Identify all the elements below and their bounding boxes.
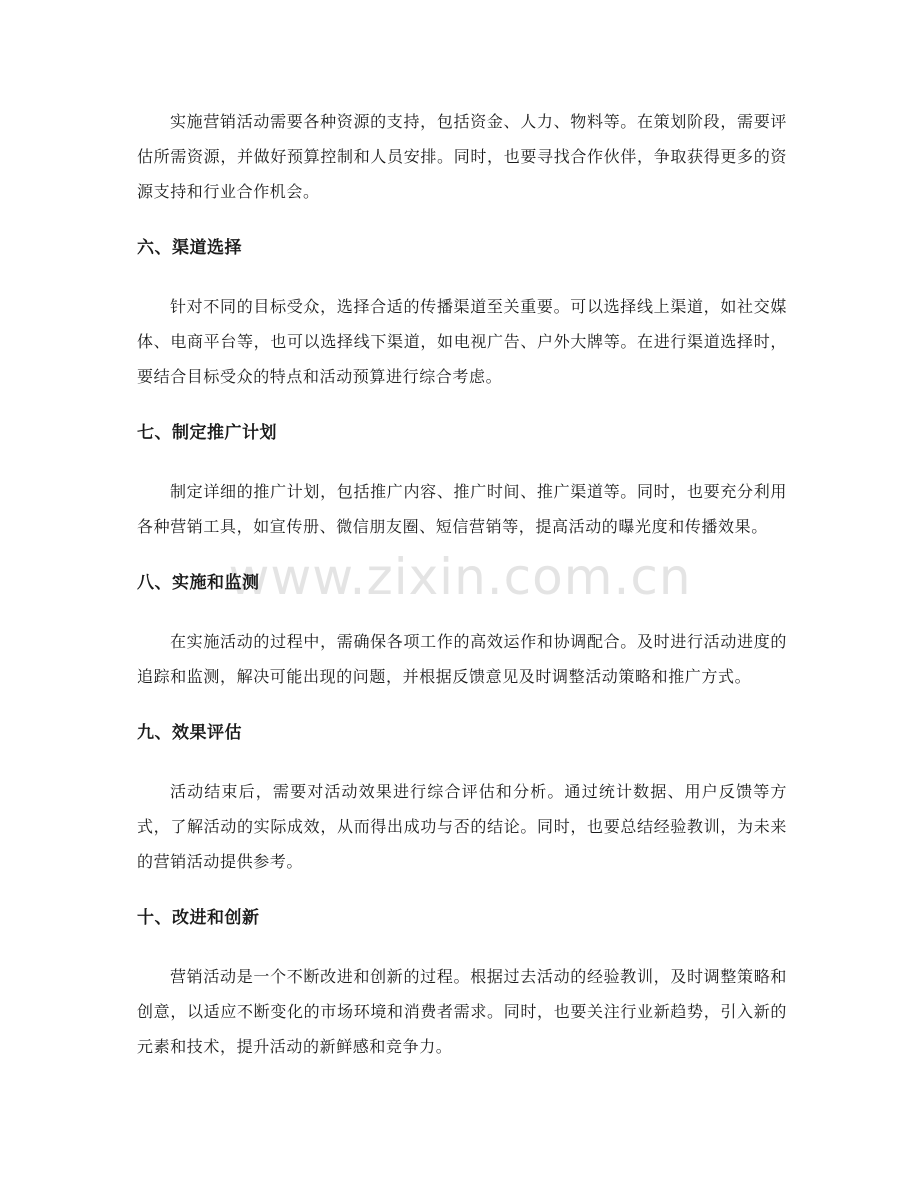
section-paragraph-8: 在实施活动的过程中，需确保各项工作的高效运作和协调配合。及时进行活动进度的追踪和监测，解决可能出现的问题，并根据反馈意见及时调整活动策略和推广方式。 bbox=[137, 632, 787, 686]
section-heading-7: 七、制定推广计划 bbox=[137, 423, 277, 443]
section-heading-8: 八、实施和监测 bbox=[137, 573, 260, 593]
section-paragraph-6: 针对不同的目标受众，选择合适的传播渠道至关重要。可以选择线上渠道，如社交媒体、电商平台等，也可以选择线下渠道，如电视广告、户外大牌等。在进行渠道选择时，要结合目标受众的特点和活动预算进行综合考虑。 bbox=[137, 297, 787, 386]
section-heading-10: 十、改进和创新 bbox=[137, 908, 260, 928]
section-paragraph-9: 活动结束后，需要对活动效果进行综合评估和分析。通过统计数据、用户反馈等方式，了解活动的实际成效，从而得出成功与否的结论。同时，也要总结经验教训，为未来的营销活动提供参考。 bbox=[137, 782, 787, 871]
intro-paragraph: 实施营销活动需要各种资源的支持，包括资金、人力、物料等。在策划阶段，需要评估所需资源，并做好预算控制和人员安排。同时，也要寻找合作伙伴，争取获得更多的资源支持和行业合作机会。 bbox=[137, 112, 787, 201]
watermark-text: www.zixin.com.cn bbox=[228, 548, 692, 606]
document-body bbox=[137, 104, 787, 1064]
section-paragraph-10: 营销活动是一个不断改进和创新的过程。根据过去活动的经验教训，及时调整策略和创意，以适应不断变化的市场环境和消费者需求。同时，也要关注行业新趋势，引入新的元素和技术，提升活动的新鲜感和竞争力。 bbox=[137, 967, 787, 1056]
section-paragraph-7: 制定详细的推广计划，包括推广内容、推广时间、推广渠道等。同时，也要充分利用各种营销工具，如宣传册、微信朋友圈、短信营销等，提高活动的曝光度和传播效果。 bbox=[137, 482, 787, 536]
section-heading-9: 九、效果评估 bbox=[137, 723, 242, 743]
section-heading-6: 六、渠道选择 bbox=[137, 238, 242, 258]
